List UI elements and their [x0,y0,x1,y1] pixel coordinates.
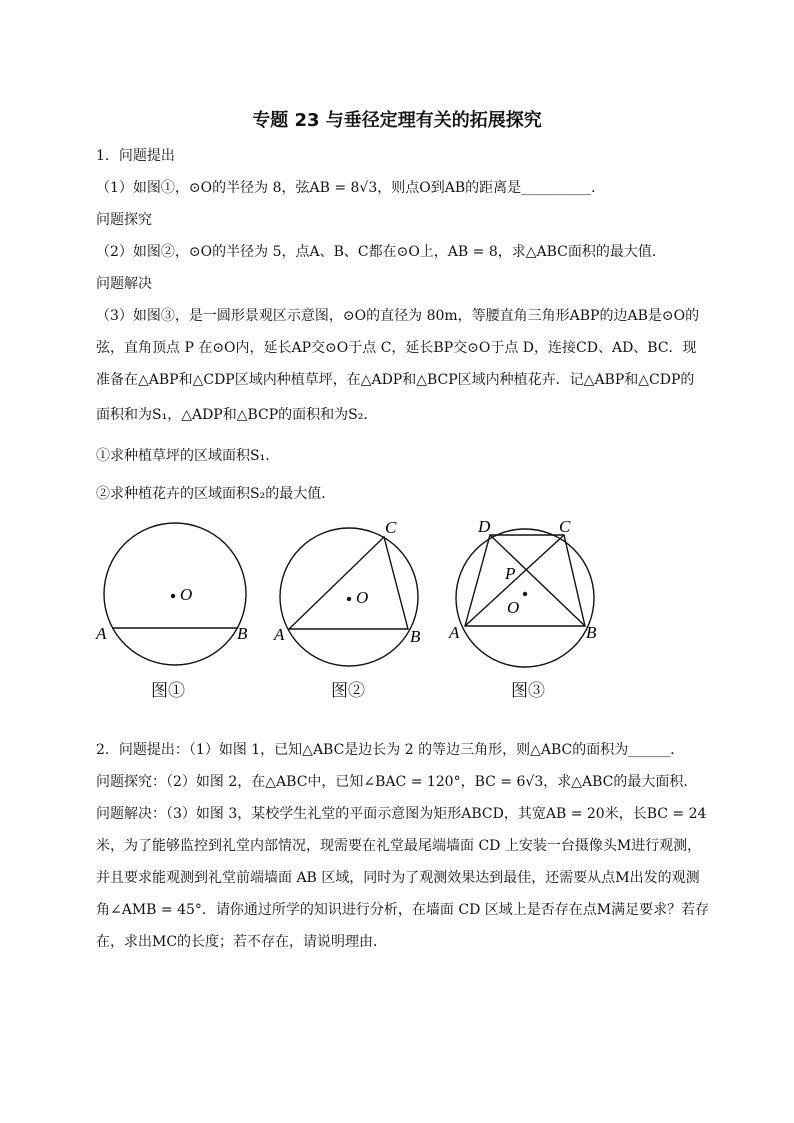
problem1-q3-line4: 面积和为S₁，△ADP和△BCP的面积和为S₂． [96,407,378,423]
problem1-q1: （1）如图①，⊙O的半径为 8，弦AB = 8√3，则点O到AB的距离是__________． [96,180,606,196]
fig1-circle [104,523,246,665]
fig2-label-c: C [385,518,397,537]
problem1-q3-line1: （3）如图③，是一圆形景观区示意图，⊙O的直径为 80m，等腰直角三角形ABP的边AB是⊙O的 [96,308,700,324]
fig3-caption: 图③ [511,681,545,701]
problem2-line2: 问题探究：（2）如图 2，在△ABC中，已知∠BAC = 120°，BC = 6√3，求△ABC的最大面积． [96,774,698,790]
fig1-caption: 图① [151,681,185,701]
problem2-line3: 问题解决：（3）如图 3，某校学生礼堂的平面示意图为矩形ABCD，其宽AB = 20米，长BC = 24 [96,806,707,822]
fig3-label-p: P [505,564,516,583]
fig1-center-dot [171,594,175,598]
problem1-sub2: ②求种植花卉的区域面积S₂的最大值． [96,486,336,502]
fig1-label-b: B [237,624,248,643]
problem2-line6: 角∠AMB = 45°．请你通过所学的知识进行分析，在墙面 CD 区域上是否存在点M满足要求？若存 [96,902,710,918]
fig3-label-d: D [478,517,491,536]
fig2-caption: 图② [331,681,365,701]
fig2-label-b: B [410,627,421,646]
problem2-line5: 并且要求能观测到礼堂前端墙面 AB 区域，同时为了观测效果达到最佳，还需要从点M出发的观测 [96,870,700,886]
fig2-label-a: A [274,625,285,644]
problem2-line1: 2．问题提出：（1）如图 1，已知△ABC是边长为 2 的等边三角形，则△ABC的面积为______． [96,742,685,758]
problem1-explore-heading: 问题探究 [96,212,152,228]
fig3-quad-abcd [465,535,585,626]
fig1-label-o: O [180,585,193,604]
figure-1-diagram [0,516,794,696]
fig3-center-dot [523,592,527,596]
problem1-heading: 1．问题提出 [96,148,175,164]
problem2-line7: 在，求出MC的长度；若不存在，请说明理由． [96,934,388,950]
problem2-line4: 米，为了能够监控到礼堂内部情况，现需要在礼堂最尾端墙面 CD 上安装一台摄像头M进行观测， [96,838,702,854]
problem1-q3-line2: 弦，直角顶点 P 在⊙O内，延长AP交⊙O于点 C，延长BP交⊙O于点 D，连接CD、AD、BC．现 [96,340,697,356]
fig3-circle [456,529,594,667]
problem1-q3-line3: 准备在△ABP和△CDP区域内种植草坪，在△ADP和△BCP区域内种植花卉．记△ABP和△CDP的 [96,372,695,388]
fig3-label-c: C [559,517,571,536]
problem1-solve-heading: 问题解决 [96,276,152,292]
fig3-label-b: B [586,623,597,642]
problem1-sub1: ①求种植草坪的区域面积S₁． [96,448,280,464]
fig3-label-a: A [449,623,460,642]
fig2-center-dot [347,597,351,601]
fig2-label-o: O [356,588,369,607]
page-title: 专题 23 与垂径定理有关的拓展探究 [252,110,542,131]
problem1-q2: （2）如图②，⊙O的半径为 5，点A、B、C都在⊙O上，AB = 8，求△ABC面积的最大值． [96,244,666,260]
fig2-triangle-abc [289,537,408,629]
fig1-label-a: A [96,624,107,643]
fig3-label-o: O [507,598,520,617]
